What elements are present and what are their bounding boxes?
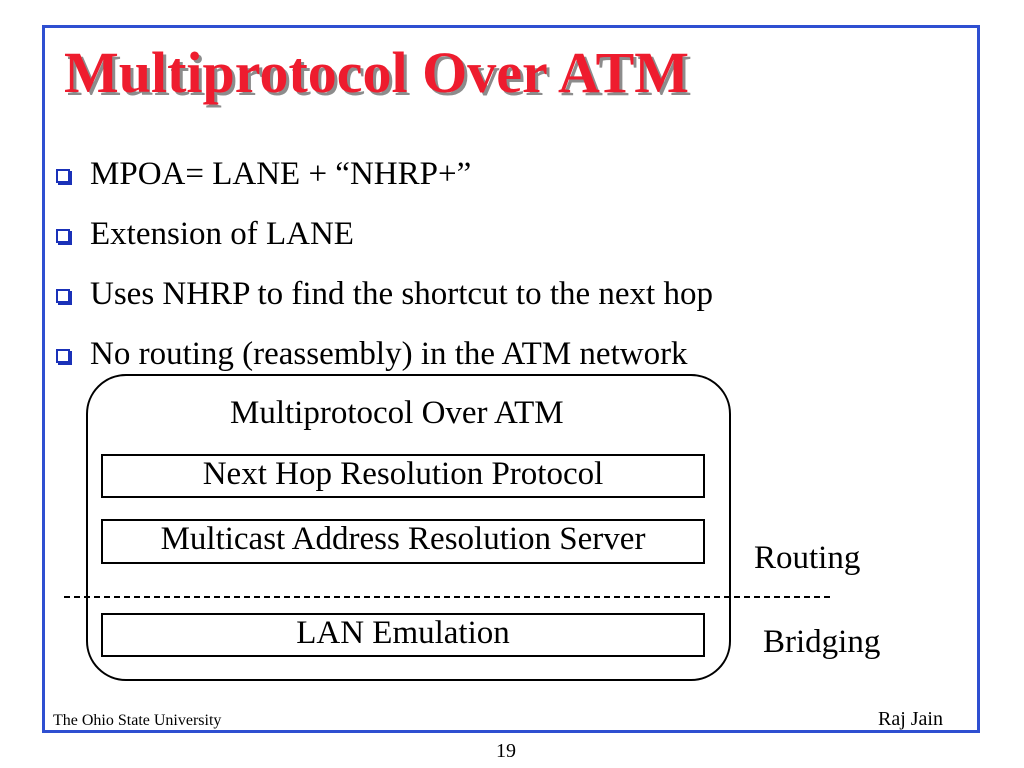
bullet-text: Uses NHRP to find the shortcut to the next hop bbox=[90, 276, 713, 312]
square-bullet-icon bbox=[56, 289, 70, 303]
bridging-label: Bridging bbox=[763, 624, 881, 660]
routing-bridging-divider bbox=[64, 596, 830, 598]
layer-mars: Multicast Address Resolution Server bbox=[101, 519, 705, 564]
square-bullet-icon bbox=[56, 169, 70, 183]
bullet-text: No routing (reassembly) in the ATM network bbox=[90, 336, 688, 372]
bullet-text: MPOA= LANE + “NHRP+” bbox=[90, 156, 472, 192]
square-bullet-icon bbox=[56, 229, 70, 243]
layer-lane: LAN Emulation bbox=[101, 613, 705, 657]
bullet-item bbox=[56, 276, 713, 336]
footer-institution: The Ohio State University bbox=[53, 712, 222, 729]
square-bullet-icon bbox=[56, 349, 70, 363]
bullet-item bbox=[56, 216, 713, 276]
footer-author: Raj Jain bbox=[878, 708, 943, 730]
bullet-list bbox=[56, 156, 713, 396]
routing-label: Routing bbox=[754, 540, 861, 576]
protocol-stack-title: Multiprotocol Over ATM bbox=[230, 395, 564, 431]
slide-title: Multiprotocol Over ATM bbox=[64, 40, 690, 105]
page-number: 19 bbox=[496, 740, 516, 762]
layer-nhrp: Next Hop Resolution Protocol bbox=[101, 454, 705, 498]
bullet-text: Extension of LANE bbox=[90, 216, 354, 252]
bullet-item bbox=[56, 156, 713, 216]
